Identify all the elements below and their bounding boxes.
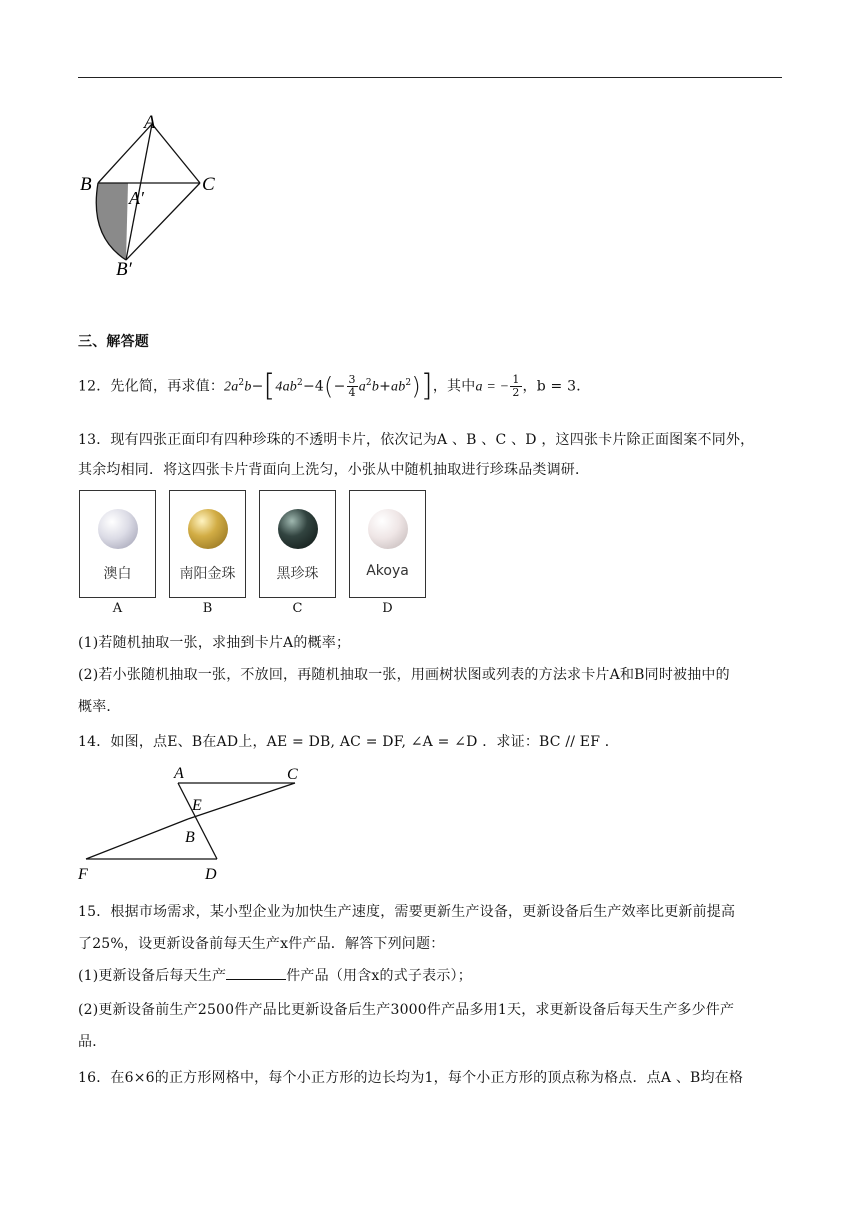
label-b-prime: B′	[116, 259, 132, 280]
label-a-prime: A′	[129, 188, 144, 208]
label-c: C	[202, 174, 215, 195]
q15-sub1-after: 件产品（用含x的式子表示）；	[286, 968, 472, 984]
card-label-c: C	[292, 601, 303, 616]
question-13-line1: 13．现有四张正面印有四种珍珠的不透明卡片，依次记为A 、B 、C 、D ，这四张卡片除正面图案不同外，	[78, 432, 755, 448]
label-c: C	[287, 766, 298, 783]
label-f: F	[78, 866, 88, 883]
label-a: A	[144, 112, 156, 133]
card-c	[259, 490, 336, 598]
q12-fraction: $\frac{3}{4}$	[348, 373, 356, 400]
pearl-image	[368, 509, 408, 549]
card-name: 黑珍珠	[276, 566, 319, 582]
label-b: B	[80, 174, 92, 195]
label-e: E	[192, 797, 202, 814]
card-name: 澳白	[103, 566, 132, 582]
q12-prefix: 12．先化简，再求值：	[78, 378, 225, 395]
card-name: 南阳金珠	[179, 566, 236, 582]
pearl-image	[278, 509, 318, 549]
q15-sub1-before: (1)更新设备后每天生产	[78, 968, 227, 984]
figure-triangles	[76, 762, 316, 884]
answer-blank	[226, 965, 286, 980]
question-13-sub1: (1)若随机抽取一张，求抽到卡片A的概率；	[78, 635, 351, 651]
question-13-line2: 其余均相同．将这四张卡片背面向上洗匀，小张从中随机抽取进行珍珠品类调研．	[78, 462, 590, 478]
pearl-image	[188, 509, 228, 549]
header-rule	[78, 77, 782, 78]
question-16-line1: 16．在6×6的正方形网格中，每个小正方形的边长均为1，每个小正方形的顶点称为格点．点A 、B均在格	[78, 1070, 744, 1086]
pearl-image	[98, 509, 138, 549]
card-label-d: D	[382, 601, 393, 616]
card-a	[79, 490, 156, 598]
label-a: A	[174, 765, 184, 782]
question-12: 12．先化简，再求值：$2a^2b-[4ab^2-4(-$ $\frac{3}{4}$ $a^2b+ab^2$)]，其中a = − $\frac{1}{2}$ ，b = 3．	[78, 368, 591, 404]
label-d: D	[205, 866, 217, 883]
label-b: B	[185, 829, 195, 846]
question-15-sub2-line2: 品．	[78, 1034, 107, 1050]
question-13-sub2-line2: 概率．	[78, 699, 121, 715]
question-15-sub2-line1: (2)更新设备前生产2500件产品比更新设备后生产3000件产品多用1天，求更新设备后每天生产多少件产	[78, 1002, 735, 1018]
card-name: Akoya	[366, 563, 409, 579]
question-14: 14．如图，点E、B在AD上，AE = DB, AC = DF, ∠A = ∠D ．求证：BC // EF ．	[78, 734, 619, 750]
segment-cb	[188, 783, 295, 819]
question-15-line2: 了25%，设更新设备前每天生产x件产品．解答下列问题：	[78, 936, 445, 952]
question-13-sub2-line1: (2)若小张随机抽取一张，不放回，再随机抽取一张，用画树状图或列表的方法求卡片A和B同时被抽中的	[78, 667, 730, 683]
card-label-a: A	[112, 601, 123, 616]
segment-ac	[152, 124, 200, 183]
card-d	[349, 490, 426, 598]
figure-rotation	[75, 108, 225, 283]
segment-ef	[86, 819, 188, 859]
card-b	[169, 490, 246, 598]
section-heading: 三、解答题	[78, 334, 149, 350]
question-15-sub1	[78, 961, 784, 991]
question-15-line1: 15．根据市场需求，某小型企业为加快生产速度，需要更新生产设备，更新设备后生产效率比更新前提高	[78, 904, 736, 920]
card-label-b: B	[202, 601, 213, 616]
